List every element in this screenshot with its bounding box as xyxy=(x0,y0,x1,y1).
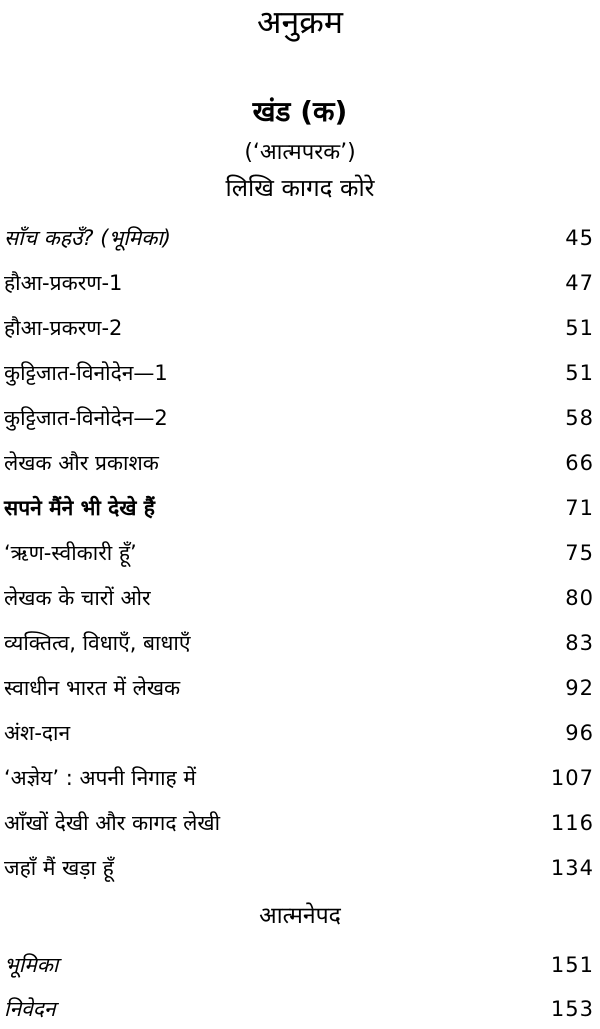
toc-entry-title: भूमिका xyxy=(4,953,59,977)
toc-entry-title: निवेदन xyxy=(4,997,56,1021)
toc-entry-title: सपने मैंने भी देखे हैं xyxy=(4,496,155,520)
toc-entry-page: 153 xyxy=(550,997,594,1021)
toc-entry-page: 92 xyxy=(565,676,594,700)
toc-entry-title: कुट्टिजात-विनोदेन—1 xyxy=(4,361,168,385)
toc-entry-page: 51 xyxy=(565,316,594,340)
toc-entry xyxy=(4,533,594,573)
toc-entry-title: साँच कहउँ? (भूमिका) xyxy=(4,226,171,250)
toc-entry-title: हौआ-प्रकरण-2 xyxy=(4,316,123,340)
toc-entry-title: स्वाधीन भारत में लेखक xyxy=(4,676,181,700)
toc-entry xyxy=(4,848,594,888)
toc-entry-page: 75 xyxy=(565,541,594,565)
section-subtitle: (‘आत्मपरक’) xyxy=(244,140,356,165)
toc-entry-title: आँखों देखी और कागद लेखी xyxy=(4,811,221,835)
toc-entry xyxy=(4,398,594,438)
toc-entry-page: 47 xyxy=(565,271,594,295)
subsection-heading: आत्मनेपद xyxy=(259,903,341,929)
toc-entry-title: हौआ-प्रकरण-1 xyxy=(4,271,123,295)
toc-entry-title: ‘ऋण-स्वीकारी हूँ’ xyxy=(4,541,137,565)
toc-entry-title: लेखक के चारों ओर xyxy=(4,586,151,610)
toc-entry xyxy=(4,668,594,708)
toc-entry xyxy=(4,945,594,985)
toc-entry-page: 80 xyxy=(565,586,594,610)
toc-entry-page: 134 xyxy=(550,856,594,880)
toc-entry-title: अंश-दान xyxy=(4,721,71,745)
toc-entry xyxy=(4,713,594,753)
toc-entry-page: 71 xyxy=(565,496,594,520)
section-heading: खंड (क) xyxy=(252,95,348,128)
toc-entry-page: 66 xyxy=(565,451,594,475)
toc-entry xyxy=(4,353,594,393)
toc-entry xyxy=(4,218,594,258)
toc-entry xyxy=(4,989,594,1029)
toc-entry-page: 116 xyxy=(550,811,594,835)
toc-entry-title: व्यक्तित्व, विधाएँ, बाधाएँ xyxy=(4,631,191,655)
toc-entry-page: 151 xyxy=(550,953,594,977)
toc-entry-page: 58 xyxy=(565,406,594,430)
toc-entry xyxy=(4,443,594,483)
toc-entry-title: कुट्टिजात-विनोदेन—2 xyxy=(4,406,168,430)
toc-entry xyxy=(4,308,594,348)
toc-entry-page: 45 xyxy=(565,226,594,250)
toc-entry xyxy=(4,803,594,843)
section-name: लिखि कागद कोरे xyxy=(225,174,375,202)
toc-entry xyxy=(4,758,594,798)
toc-entry-title: जहाँ मैं खड़ा हूँ xyxy=(4,856,114,880)
toc-entry xyxy=(4,488,594,528)
toc-entry-page: 96 xyxy=(565,721,594,745)
toc-entry-title: ‘अज्ञेय’ : अपनी निगाह में xyxy=(4,766,196,790)
toc-entry-page: 107 xyxy=(550,766,594,790)
page-title: अनुक्रम xyxy=(257,3,343,41)
toc-entry xyxy=(4,263,594,303)
toc-entry-page: 51 xyxy=(565,361,594,385)
toc-entry-page: 83 xyxy=(565,631,594,655)
toc-entry xyxy=(4,623,594,663)
toc-entry xyxy=(4,578,594,618)
toc-entry-title: लेखक और प्रकाशक xyxy=(4,451,159,475)
